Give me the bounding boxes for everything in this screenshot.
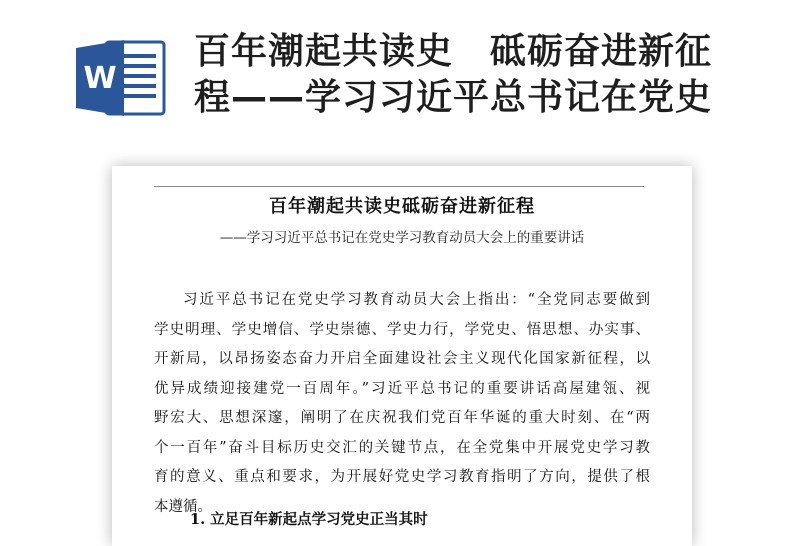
- banner-title-line-2: 程——学习习近平总书记在党史: [194, 77, 713, 118]
- banner: [0, 0, 800, 150]
- paragraph-line: 个一百年”奋斗目标历史交汇的关键节点，在全党集中开展党史学习教: [154, 439, 650, 456]
- banner-title-line-1: 百年潮起共读史 砥砺奋进新征: [194, 31, 713, 72]
- paragraph-line: 野宏大、思想深邃，阐明了在庆祝我们党百年华诞的重大时刻、在“两: [154, 410, 650, 426]
- document-title: 百年潮起共读史砥砺奋进新征程: [269, 196, 535, 217]
- section-heading: 1. 立足百年新起点学习党史正当其时: [190, 511, 428, 528]
- paragraph-line: 开新局，以昂扬姿态奋力开启全面建设社会主义现代化国家新征程，以: [154, 351, 650, 367]
- paragraph-line: 优异成绩迎接建党一百周年。”习近平总书记的重要讲话高屋建瓴、视: [154, 380, 650, 397]
- document-subtitle: ——学习习近平总书记在党史学习教育动员大会上的重要讲话: [219, 230, 585, 246]
- paragraph-line: 育的意义、重点和要求，为开展好党史学习教育指明了方向，提供了根: [154, 469, 650, 485]
- word-icon-letter: W: [83, 61, 117, 96]
- word-document-icon: [72, 38, 168, 118]
- header-rule: [154, 186, 644, 187]
- paragraph-line: 学史明理、学史增信、学史崇德、学史力行，学党史、悟思想、办实事、: [154, 321, 650, 338]
- paragraph-line: 本遵循。: [154, 498, 212, 515]
- paragraph-line: 习近平总书记在党史学习教育动员大会上指出：“全党同志要做到: [183, 292, 650, 308]
- document-body: [154, 286, 650, 522]
